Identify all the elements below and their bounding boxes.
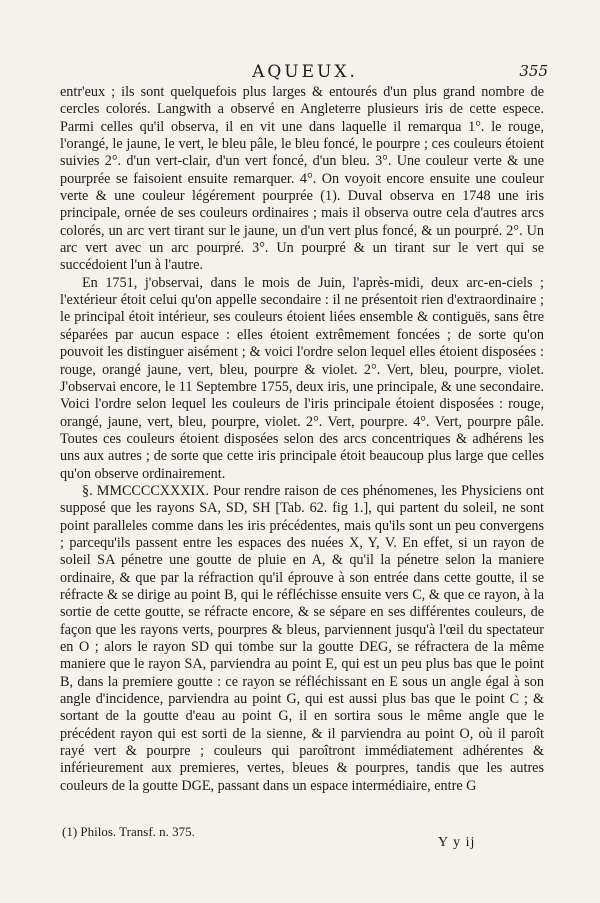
paragraph-1: entr'eux ; ils sont quelquefois plus larges & entourés d'un plus grand nombre de cercles colorés. Langwith a observé en Angleterre plusieurs iris de cette espece. Parmi celles qu'il observa, il en vit une dans laquelle il remarqua 1°. le rouge, l'orangé, le jaune, le vert, le bleu pâle, le bleu foncé, le pourpre ; ces couleurs étoient suivies 2°. d'un vert-clair, d'un vert foncé, d'un bleu. 3°. Une couleur verte & une pourprée se faisoient ensuite remarquer. 4°. On voyoit encore ensuite une couleur verte & une couleur légérement pourprée (1). Duval observa en 1748 une iris principale, ornée de ses couleurs ordinaires ; mais il observa outre cela d'autres arcs colorés, un arc vert tirant sur le jaune, un d'un vert plus foncé, & un pourpré. 2°. Un arc vert avec un arc pourpré. 3°. Un pourpré & un tirant sur le vert qui se succédoient l'un à l'autre. [60,84,544,274]
footnote: (1) Philos. Transf. n. 375. [62,824,195,839]
signature-mark: Y y ij [438,835,476,850]
paragraph-2: En 1751, j'observai, dans le mois de Juin, l'après-midi, deux arc-en-ciels ; l'extérieur étoit celui qu'on appelle secondaire : il ne présentoit rien d'extraordinaire ; le principal étoit intérieur, ses couleurs étoient liées ensemble & contiguës, sans être séparées par aucun espace : elles étoient extrêmement foncées ; de sorte qu'on pouvoit les distinguer aisément ; & voici l'ordre selon lequel elles étoient disposées : rouge, orangé jaune, vert, bleu, pourpre & violet. 2°. Vert, bleu, pourpre, violet. J'observai encore, le 11 Septembre 1755, deux iris, une principale, & une secondaire. Voici l'ordre selon lequel les couleurs de l'iris principale étoient disposées : rouge, orangé, jaune, vert, bleu, pourpre, violet. 2°. Vert, pourpre. 4°. Vert, pourpre pâle. Toutes ces couleurs étoient disposées selon des arcs concentriques & adhérens les uns aux autres ; de sorte que cette iris principale étoit beaucoup plus large que celles qu'on observe ordinairement. [60,274,544,482]
running-title: AQUEUX. [252,62,358,82]
paragraph-3: §. MMCCCCXXXIX. Pour rendre raison de ces phénomenes, les Physiciens ont supposé que les rayons SA, SD, SH [Tab. 62. fig 1.], qui partent du soleil, ne sont point paralleles comme dans les iris précédentes, mais qu'ils sont un peu convergens ; parcequ'ils passent entre les espaces des nuées X, Y, V. En effet, si un rayon de soleil SA pénetre une goutte de pluie en A, & qu'il la pénetre selon la maniere ordinaire, & que par la réfraction qu'il éprouve à son entrée dans cette goutte, il se réfracte & se dirige au point B, qui le réfléchisse ensuite vers C, & que ce rayon, à la sortie de cette goutte, se réfracte encore, & se sépare en ses différentes couleurs, de façon que les rayons verts, pourpres & bleus, parviennent jusqu'à l'œil du spectateur en O ; alors le rayon SD qui tombe sur la goutte DEG, se réfractera de la même maniere que le rayon SA, parviendra au point E, qui est un peu plus bas que le point B, dans la premiere goutte : ce rayon se réfléchissant en E sous un angle égal à son angle d'incidence, parviendra au point G, qui est aussi plus bas que le point C ; & sortant de la goutte d'eau au point G, il en sortira sous le même angle que le précédent rayon qui est sorti de la sienne, & il parviendra au point O, où il paroît rayé vert & pourpre ; couleurs qui paroîtront immédiatement adhérentes & inférieurement aux premieres, vertes, bleues & pourpres, tandis que les autres couleurs de la goutte DGE, passant dans un espace intermédiaire, entre G [60,482,544,794]
page-number: 355 [519,62,548,80]
body-text [60,84,544,795]
